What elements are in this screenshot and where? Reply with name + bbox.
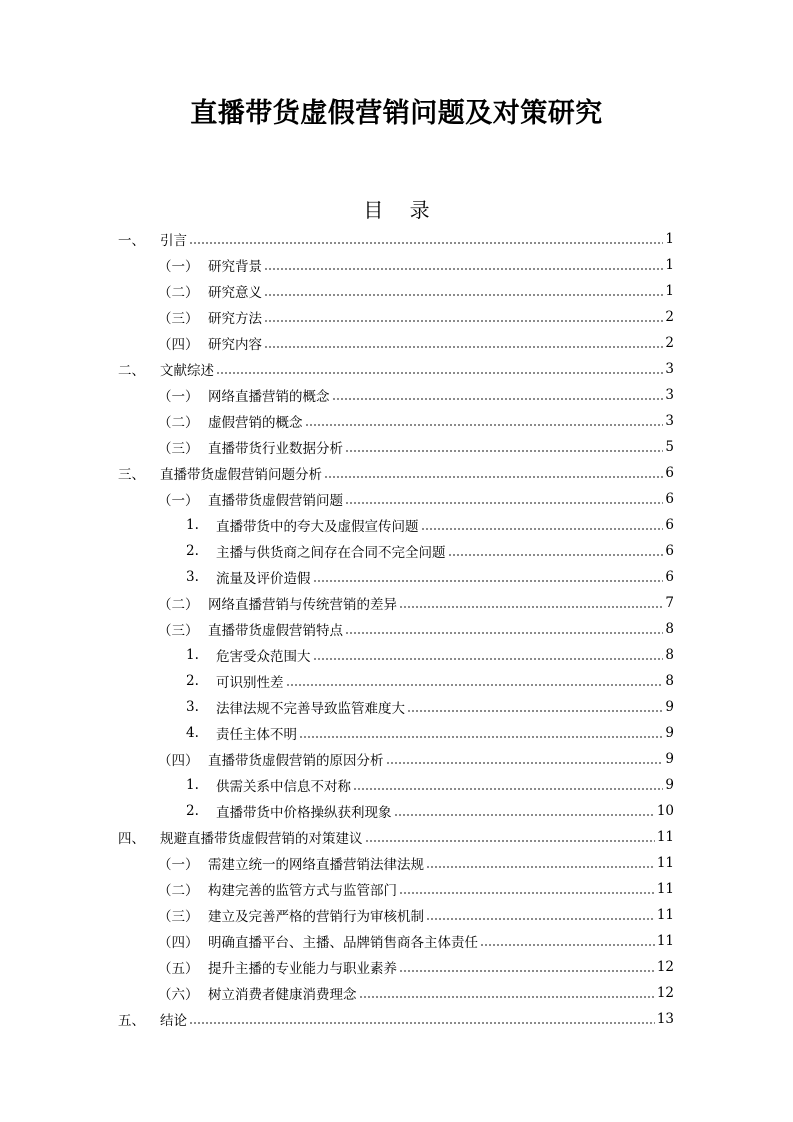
toc-entry-page-number: 13 bbox=[656, 1011, 674, 1027]
toc-entry-label: 直播带货中价格操纵获利现象 bbox=[216, 805, 392, 821]
toc-entry[interactable] bbox=[118, 798, 674, 824]
toc-dot-leader bbox=[332, 398, 664, 400]
toc-entry[interactable] bbox=[118, 876, 674, 902]
toc-entry[interactable] bbox=[118, 954, 674, 980]
toc-entry-page-number: 12 bbox=[656, 985, 674, 1001]
toc-dot-leader bbox=[399, 892, 655, 894]
toc-entry-page-number: 2 bbox=[665, 335, 674, 351]
toc-dot-leader bbox=[426, 866, 655, 868]
toc-entry-label: 网络直播营销的概念 bbox=[208, 389, 330, 405]
toc-entry-number: （一） bbox=[158, 389, 199, 405]
toc-dot-leader bbox=[394, 814, 655, 816]
toc-entry-number: （二） bbox=[158, 415, 199, 431]
toc-dot-leader bbox=[216, 372, 663, 374]
toc-dot-leader bbox=[448, 554, 664, 556]
toc-entry-page-number: 1 bbox=[665, 283, 674, 299]
toc-heading: 目 录 bbox=[363, 198, 440, 222]
toc-entry-number: 1. bbox=[186, 647, 199, 663]
toc-entry-page-number: 1 bbox=[665, 257, 674, 273]
toc-entry-page-number: 2 bbox=[665, 309, 674, 325]
toc-entry-page-number: 3 bbox=[665, 387, 674, 403]
toc-entry-number: 1. bbox=[186, 517, 199, 533]
toc-entry-page-number: 6 bbox=[665, 517, 674, 533]
toc-entry[interactable] bbox=[118, 356, 674, 382]
toc-entry-number: （四） bbox=[158, 753, 199, 769]
toc-entry-page-number: 11 bbox=[656, 933, 674, 949]
toc-entry-label: 建立及完善严格的营销行为审核机制 bbox=[208, 909, 424, 925]
toc-entry[interactable] bbox=[118, 252, 674, 278]
toc-entry-number: （六） bbox=[158, 987, 199, 1003]
toc-entry-label: 责任主体不明 bbox=[216, 727, 297, 743]
toc-entry[interactable] bbox=[118, 330, 674, 356]
toc-entry-number: 二、 bbox=[118, 363, 145, 379]
toc-entry-label: 引言 bbox=[160, 233, 187, 249]
toc-entry-page-number: 9 bbox=[665, 725, 674, 741]
toc-entry-label: 构建完善的监管方式与监管部门 bbox=[208, 883, 397, 899]
toc-entry-number: 4. bbox=[186, 725, 199, 741]
toc-entry-page-number: 9 bbox=[665, 751, 674, 767]
table-of-contents bbox=[118, 226, 674, 1032]
toc-dot-leader bbox=[399, 606, 663, 608]
toc-entry-number: （四） bbox=[158, 337, 199, 353]
toc-entry-number: （二） bbox=[158, 285, 199, 301]
toc-entry-number: （二） bbox=[158, 883, 199, 899]
toc-dot-leader bbox=[386, 762, 664, 764]
toc-entry[interactable] bbox=[118, 642, 674, 668]
toc-entry-page-number: 3 bbox=[665, 413, 674, 429]
toc-entry-label: 结论 bbox=[160, 1013, 187, 1029]
toc-entry-number: （三） bbox=[158, 909, 199, 925]
toc-entry[interactable] bbox=[118, 564, 674, 590]
toc-entry-page-number: 8 bbox=[665, 621, 674, 637]
toc-entry[interactable] bbox=[118, 512, 674, 538]
toc-entry[interactable] bbox=[118, 278, 674, 304]
toc-entry-page-number: 11 bbox=[656, 829, 674, 845]
toc-dot-leader bbox=[264, 320, 663, 322]
toc-entry-label: 供需关系中信息不对称 bbox=[216, 779, 351, 795]
toc-entry[interactable] bbox=[118, 980, 674, 1006]
toc-entry-label: 直播带货中的夸大及虚假宣传问题 bbox=[216, 519, 419, 535]
toc-entry-number: 1. bbox=[186, 777, 199, 793]
toc-entry-label: 主播与供货商之间存在合同不完全问题 bbox=[216, 545, 446, 561]
toc-entry-number: 2. bbox=[186, 673, 199, 689]
toc-entry-label: 直播带货虚假营销特点 bbox=[208, 623, 343, 639]
toc-entry-page-number: 9 bbox=[665, 777, 674, 793]
toc-entry-label: 可识别性差 bbox=[216, 675, 284, 691]
toc-entry[interactable] bbox=[118, 382, 674, 408]
toc-dot-leader bbox=[365, 840, 655, 842]
toc-dot-leader bbox=[305, 424, 664, 426]
toc-entry-number: 3. bbox=[186, 699, 199, 715]
toc-dot-leader bbox=[480, 944, 655, 946]
toc-entry-label: 网络直播营销与传统营销的差异 bbox=[208, 597, 397, 613]
toc-entry-page-number: 5 bbox=[665, 439, 674, 455]
toc-entry-label: 危害受众范围大 bbox=[216, 649, 311, 665]
toc-entry-number: 2. bbox=[186, 803, 199, 819]
toc-entry-page-number: 8 bbox=[665, 673, 674, 689]
toc-entry-label: 研究背景 bbox=[208, 259, 262, 275]
toc-entry-number: 四、 bbox=[118, 831, 145, 847]
toc-dot-leader bbox=[407, 710, 663, 712]
toc-entry-label: 明确直播平台、主播、品牌销售商各主体责任 bbox=[208, 935, 478, 951]
toc-entry-number: 3. bbox=[186, 569, 199, 585]
toc-entry-label: 树立消费者健康消费理念 bbox=[208, 987, 357, 1003]
toc-dot-leader bbox=[345, 450, 663, 452]
toc-entry-label: 直播带货虚假营销问题分析 bbox=[160, 467, 322, 483]
toc-entry[interactable] bbox=[118, 408, 674, 434]
toc-entry[interactable] bbox=[118, 928, 674, 954]
toc-entry-number: （一） bbox=[158, 857, 199, 873]
toc-entry-number: （三） bbox=[158, 311, 199, 327]
toc-entry[interactable] bbox=[118, 772, 674, 798]
toc-entry-page-number: 7 bbox=[665, 595, 674, 611]
toc-entry[interactable] bbox=[118, 486, 674, 512]
toc-dot-leader bbox=[313, 580, 664, 582]
toc-entry-page-number: 6 bbox=[665, 465, 674, 481]
toc-entry-number: 五、 bbox=[118, 1013, 145, 1029]
toc-entry-label: 需建立统一的网络直播营销法律法规 bbox=[208, 857, 424, 873]
toc-entry[interactable] bbox=[118, 538, 674, 564]
toc-entry[interactable] bbox=[118, 746, 674, 772]
toc-entry-number: （二） bbox=[158, 597, 199, 613]
toc-dot-leader bbox=[421, 528, 664, 530]
toc-entry-label: 直播带货行业数据分析 bbox=[208, 441, 343, 457]
toc-dot-leader bbox=[264, 268, 663, 270]
toc-entry-label: 流量及评价造假 bbox=[216, 571, 311, 587]
toc-entry-label: 研究方法 bbox=[208, 311, 262, 327]
toc-entry-label: 法律法规不完善导致监管难度大 bbox=[216, 701, 405, 717]
toc-entry-label: 虚假营销的概念 bbox=[208, 415, 303, 431]
toc-entry[interactable] bbox=[118, 694, 674, 720]
toc-entry-page-number: 1 bbox=[665, 231, 674, 247]
toc-entry-number: 2. bbox=[186, 543, 199, 559]
toc-entry-label: 直播带货虚假营销问题 bbox=[208, 493, 343, 509]
toc-entry[interactable] bbox=[118, 720, 674, 746]
toc-entry-page-number: 11 bbox=[656, 881, 674, 897]
toc-dot-leader bbox=[299, 736, 663, 738]
toc-dot-leader bbox=[264, 346, 663, 348]
toc-dot-leader bbox=[264, 294, 663, 296]
toc-dot-leader bbox=[345, 632, 663, 634]
toc-entry-page-number: 11 bbox=[656, 907, 674, 923]
toc-entry[interactable] bbox=[118, 460, 674, 486]
toc-entry[interactable] bbox=[118, 304, 674, 330]
toc-dot-leader bbox=[345, 502, 663, 504]
toc-entry-number: （三） bbox=[158, 441, 199, 457]
toc-entry-number: （五） bbox=[158, 961, 199, 977]
toc-entry[interactable] bbox=[118, 616, 674, 642]
toc-entry[interactable] bbox=[118, 824, 674, 850]
toc-entry-page-number: 3 bbox=[665, 361, 674, 377]
toc-entry-page-number: 11 bbox=[656, 855, 674, 871]
toc-entry-number: 三、 bbox=[118, 467, 145, 483]
toc-entry-page-number: 6 bbox=[665, 491, 674, 507]
toc-entry[interactable] bbox=[118, 902, 674, 928]
toc-entry-page-number: 8 bbox=[665, 647, 674, 663]
document-title: 直播带货虚假营销问题及对策研究 bbox=[190, 98, 603, 129]
toc-entry-page-number: 6 bbox=[665, 543, 674, 559]
toc-entry-page-number: 9 bbox=[665, 699, 674, 715]
toc-entry-page-number: 10 bbox=[656, 803, 674, 819]
toc-entry-label: 直播带货虚假营销的原因分析 bbox=[208, 753, 384, 769]
toc-entry-label: 研究意义 bbox=[208, 285, 262, 301]
toc-entry-label: 提升主播的专业能力与职业素养 bbox=[208, 961, 397, 977]
toc-entry-page-number: 12 bbox=[656, 959, 674, 975]
toc-entry[interactable] bbox=[118, 668, 674, 694]
toc-entry-number: （三） bbox=[158, 623, 199, 639]
toc-entry[interactable] bbox=[118, 434, 674, 460]
toc-entry-page-number: 6 bbox=[665, 569, 674, 585]
toc-entry[interactable] bbox=[118, 590, 674, 616]
toc-entry-number: （四） bbox=[158, 935, 199, 951]
toc-entry-number: （一） bbox=[158, 493, 199, 509]
toc-dot-leader bbox=[189, 1022, 655, 1024]
toc-entry-label: 文献综述 bbox=[160, 363, 214, 379]
toc-entry-number: （一） bbox=[158, 259, 199, 275]
toc-dot-leader bbox=[353, 788, 663, 790]
toc-entry[interactable] bbox=[118, 1006, 674, 1032]
toc-dot-leader bbox=[189, 242, 663, 244]
toc-dot-leader bbox=[426, 918, 655, 920]
toc-entry[interactable] bbox=[118, 226, 674, 252]
toc-entry-label: 规避直播带货虚假营销的对策建议 bbox=[160, 831, 363, 847]
toc-dot-leader bbox=[399, 970, 655, 972]
toc-entry-number: 一、 bbox=[118, 233, 145, 249]
toc-entry-label: 研究内容 bbox=[208, 337, 262, 353]
toc-dot-leader bbox=[324, 476, 663, 478]
toc-dot-leader bbox=[286, 684, 664, 686]
toc-dot-leader bbox=[359, 996, 655, 998]
toc-dot-leader bbox=[313, 658, 664, 660]
toc-entry[interactable] bbox=[118, 850, 674, 876]
